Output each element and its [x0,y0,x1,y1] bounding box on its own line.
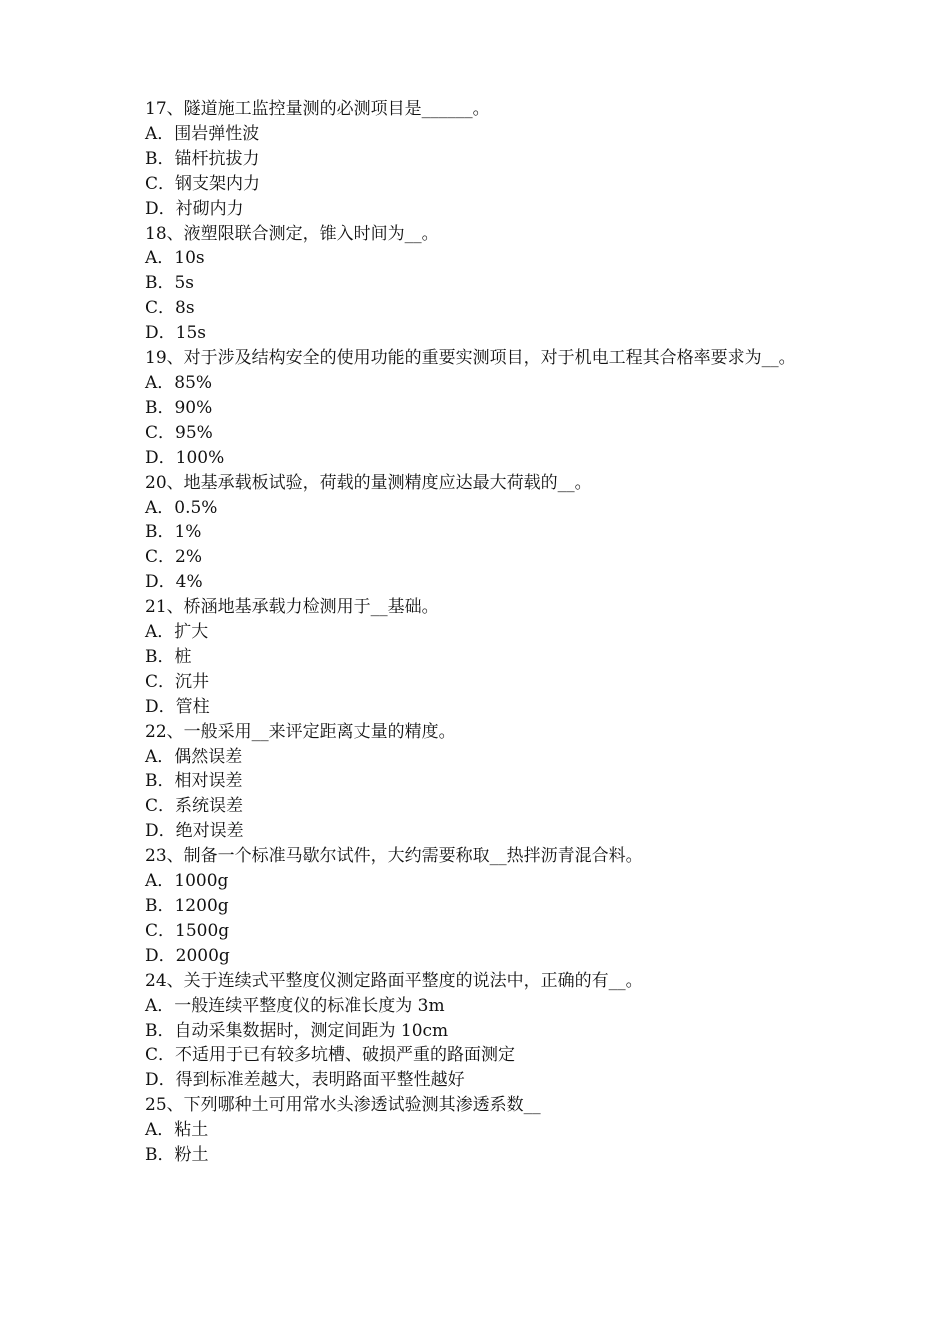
option-d: D．2000g [145,945,230,966]
option-a: A．扩大 [145,622,209,643]
option-b: B．1% [145,522,202,543]
question-stem: 17、隧道施工监控量测的必测项目是______。 [145,99,490,119]
option-a: A．偶然误差 [145,746,243,767]
option-d: D．绝对误差 [145,821,244,842]
option-b: B．1200g [145,896,229,916]
question-22 [145,720,825,845]
question-stem: 25、下列哪种土可用常水头渗透试验测其渗透系数__ [145,1095,541,1116]
document-page [145,97,825,1168]
option-c: C．2% [145,547,202,568]
question-stem: 18、液塑限联合测定，锥入时间为__。 [145,223,439,244]
question-20 [145,471,825,596]
option-b: B．桩 [145,646,192,667]
option-b: B．5s [145,273,195,294]
option-a: A．85% [145,372,213,393]
question-23 [145,844,825,969]
question-21 [145,595,825,720]
option-b: B．粉土 [145,1145,209,1166]
option-b: B．自动采集数据时，测定间距为 10cm [145,1020,449,1041]
option-b: B．锚杆抗拔力 [145,148,260,169]
question-25 [145,1093,825,1168]
option-c: C．沉井 [145,671,210,692]
option-d: D．衬砌内力 [145,198,244,219]
option-c: C．钢支架内力 [145,173,261,194]
option-a: A．10s [145,248,205,269]
option-c: C．95% [145,422,213,443]
option-a: A．1000g [145,871,229,892]
question-18 [145,222,825,347]
question-stem: 22、一般采用__来评定距离丈量的精度。 [145,721,456,742]
question-17 [145,97,825,222]
option-d: D．4% [145,572,203,593]
option-d: D．15s [145,323,206,344]
option-d: D．管柱 [145,696,210,717]
question-stem: 20、地基承载板试验，荷载的量测精度应达最大荷载的__。 [145,472,592,493]
question-19 [145,346,825,471]
option-b: B．相对误差 [145,771,243,792]
option-d: D．100% [145,447,225,468]
question-stem: 19、对于涉及结构安全的使用功能的重要实测项目，对于机电工程其合格率要求为__。 [145,348,796,369]
option-c: C．8s [145,298,195,319]
option-a: A．围岩弹性波 [145,123,260,144]
option-a: A．0.5% [145,497,218,518]
option-a: A．粘土 [145,1120,209,1141]
option-c: C．1500g [145,920,230,941]
question-stem: 24、关于连续式平整度仪测定路面平整度的说法中，正确的有__。 [145,970,643,991]
option-b: B．90% [145,397,213,418]
option-c: C．不适用于已有较多坑槽、破损严重的路面测定 [145,1045,516,1066]
question-stem: 21、桥涵地基承载力检测用于__基础。 [145,597,439,618]
option-c: C．系统误差 [145,796,244,817]
option-a: A．一般连续平整度仪的标准长度为 3m [145,995,445,1016]
option-d: D．得到标准差越大，表明路面平整性越好 [145,1070,465,1091]
question-24 [145,969,825,1094]
question-stem: 23、制备一个标准马歇尔试件，大约需要称取__热拌沥青混合料。 [145,846,643,867]
